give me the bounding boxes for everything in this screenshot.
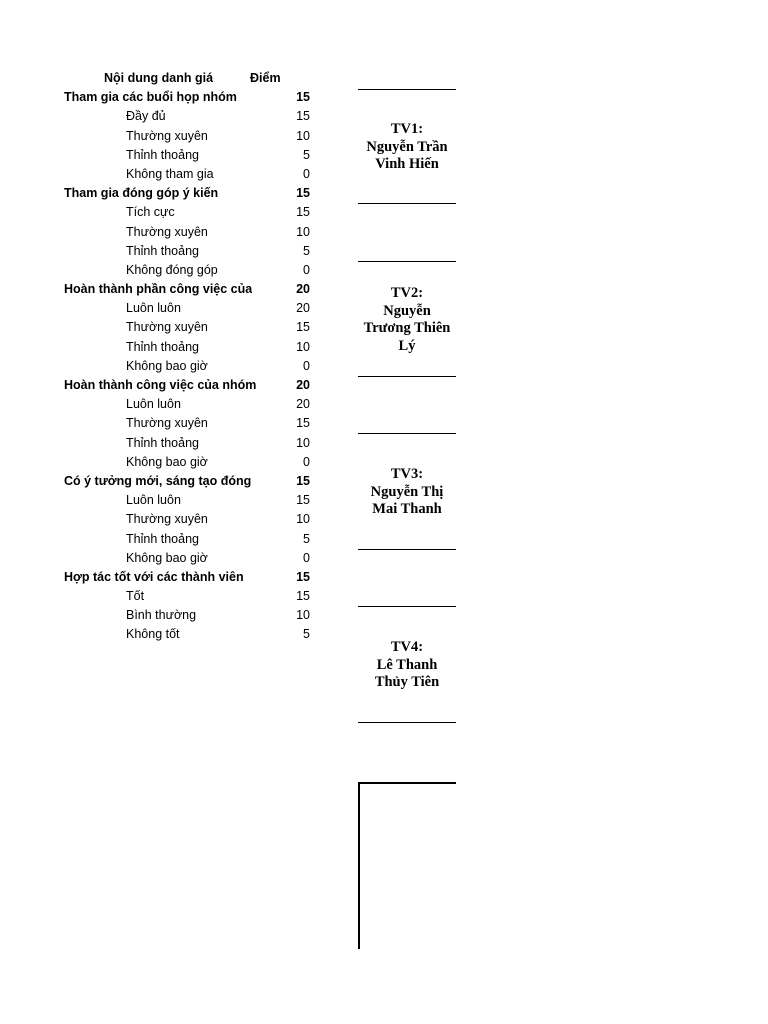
option-row: [0, 395, 330, 414]
member-tv1: [358, 121, 456, 174]
category-score: 15: [296, 569, 310, 584]
divider-line: [358, 376, 456, 377]
divider-line: [358, 433, 456, 434]
category-label: Hoàn thành công việc của nhóm: [64, 378, 257, 392]
category-score: 15: [296, 473, 310, 488]
option-label: Thỉnh thoảng: [126, 243, 199, 258]
category-row: [0, 88, 330, 107]
option-row: [0, 606, 330, 625]
option-row: [0, 434, 330, 453]
option-score: 5: [303, 627, 310, 642]
divider-line: [358, 89, 456, 90]
option-score: 0: [303, 262, 310, 277]
option-label: Thỉnh thoảng: [126, 147, 199, 162]
member-name-line: Mai Thanh: [372, 501, 442, 517]
option-score: 15: [296, 493, 310, 508]
member-name-line: Nguyễn: [383, 302, 431, 319]
category-row: [0, 280, 330, 299]
option-row: [0, 510, 330, 529]
option-label: Thường xuyên: [126, 224, 208, 239]
option-row: [0, 146, 330, 165]
table-border-corner: [358, 782, 456, 949]
member-name-line: Nguyễn Thị: [370, 483, 444, 500]
option-label: Thường xuyên: [126, 320, 208, 335]
category-row: [0, 184, 330, 203]
option-score: 20: [296, 397, 310, 412]
option-score: 5: [303, 147, 310, 162]
content-column-header: Nội dung danh giá: [104, 71, 214, 85]
option-label: Không đóng góp: [126, 262, 218, 277]
option-row: [0, 165, 330, 184]
option-label: Không tốt: [126, 627, 180, 642]
option-row: [0, 107, 330, 126]
option-row: [0, 127, 330, 146]
option-score: 5: [303, 243, 310, 258]
member-name-line: Lý: [398, 337, 416, 354]
option-row: [0, 549, 330, 568]
member-tv3: [358, 466, 456, 519]
option-label: Không bao giờ: [126, 550, 208, 565]
divider-line: [358, 261, 456, 262]
option-score: 15: [296, 416, 310, 431]
option-row: [0, 261, 330, 280]
option-score: 15: [296, 205, 310, 220]
member-name-line: Nguyễn Trần: [366, 138, 448, 155]
option-label: Luôn luôn: [126, 397, 181, 412]
option-label: Không bao giờ: [126, 358, 208, 373]
option-score: 15: [296, 109, 310, 124]
option-score: 10: [296, 128, 310, 143]
member-name-line: Thủy Tiên: [374, 674, 440, 690]
option-score: 0: [303, 454, 310, 469]
option-score: 15: [296, 589, 310, 604]
option-row: [0, 299, 330, 318]
member-tv4: [358, 639, 456, 692]
divider-line: [358, 722, 456, 723]
category-label: Tham gia đóng góp ý kiến: [64, 186, 219, 201]
divider-line: [358, 203, 456, 204]
option-row: [0, 338, 330, 357]
category-row: [0, 472, 330, 491]
divider-line: [358, 606, 456, 607]
category-label: Hoàn thành phần công việc của: [64, 282, 253, 297]
option-score: 10: [296, 224, 310, 239]
option-label: Bình thường: [126, 608, 197, 623]
option-score: 0: [303, 166, 310, 181]
option-row: [0, 203, 330, 222]
criteria-table: [0, 69, 330, 645]
option-label: Thỉnh thoảng: [126, 339, 199, 354]
category-row: [0, 568, 330, 587]
option-score: 10: [296, 608, 310, 623]
option-label: Thỉnh thoảng: [126, 435, 199, 450]
option-label: Thỉnh thoảng: [126, 531, 199, 546]
category-label: Có ý tưởng mới, sáng tạo đóng: [64, 473, 252, 488]
divider-line: [358, 549, 456, 550]
category-score: 15: [296, 186, 310, 201]
option-row: [0, 530, 330, 549]
option-label: Tốt: [126, 589, 145, 604]
member-id: TV2:: [390, 285, 424, 301]
option-label: Thường xuyên: [126, 512, 208, 527]
option-row: [0, 223, 330, 242]
option-label: Đầy đủ: [126, 109, 166, 124]
score-column-header: Điểm: [250, 71, 281, 85]
option-row: [0, 414, 330, 433]
option-label: Thường xuyên: [126, 128, 208, 143]
category-row: [0, 376, 330, 395]
category-label: Hợp tác tốt với các thành viên: [64, 569, 244, 584]
option-label: Không bao giờ: [126, 454, 208, 469]
option-score: 15: [296, 320, 310, 335]
category-score: 15: [296, 90, 310, 105]
category-score: 20: [296, 282, 310, 297]
option-row: [0, 491, 330, 510]
category-label: Tham gia các buổi họp nhóm: [64, 90, 237, 105]
option-row: [0, 625, 330, 644]
member-id: TV1:: [390, 121, 424, 137]
option-score: 5: [303, 531, 310, 546]
member-name-line: Trương Thiên: [363, 320, 451, 336]
category-score: 20: [296, 378, 310, 392]
option-score: 10: [296, 339, 310, 354]
option-row: [0, 357, 330, 376]
option-row: [0, 242, 330, 261]
option-row: [0, 318, 330, 337]
option-score: 10: [296, 512, 310, 527]
table-header: [0, 69, 330, 88]
member-name-line: Lê Thanh: [376, 656, 438, 673]
option-row: [0, 453, 330, 472]
option-label: Luôn luôn: [126, 301, 181, 316]
option-score: 20: [296, 301, 310, 316]
member-id: TV4:: [390, 639, 424, 655]
option-label: Thường xuyên: [126, 416, 208, 431]
member-tv2: [358, 285, 456, 355]
option-row: [0, 587, 330, 606]
option-label: Luôn luôn: [126, 493, 181, 508]
option-label: Không tham gia: [126, 166, 214, 181]
option-score: 0: [303, 358, 310, 373]
member-id: TV3:: [390, 466, 424, 482]
option-score: 10: [296, 435, 310, 450]
option-score: 0: [303, 550, 310, 565]
member-name-line: Vinh Hiến: [375, 156, 439, 172]
option-label: Tích cực: [126, 205, 175, 220]
